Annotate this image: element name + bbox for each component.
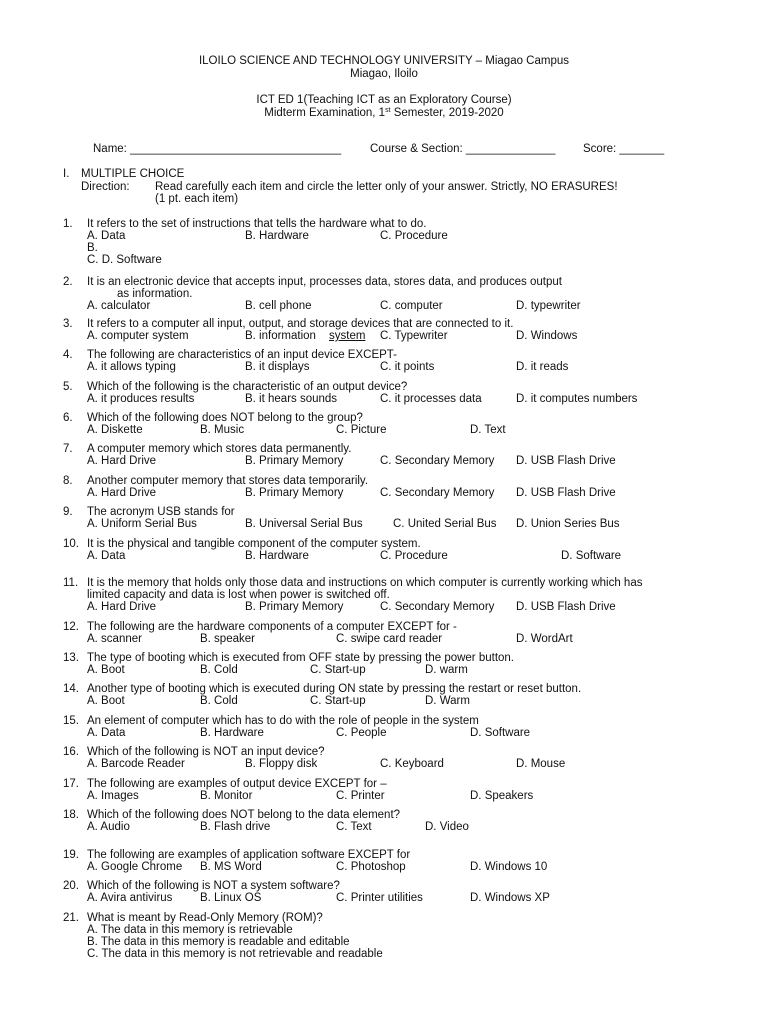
answer-option[interactable]: D. USB Flash Drive: [516, 601, 616, 613]
answer-option[interactable]: A. The data in this memory is retrievable: [87, 924, 293, 936]
answer-option[interactable]: A. it produces results: [87, 393, 195, 405]
answer-option[interactable]: C. swipe card reader: [336, 633, 443, 645]
question-text: The following are examples of output device EXCEPT for –: [87, 778, 387, 790]
answer-option: system: [329, 330, 366, 342]
question-text: What is meant by Read-Only Memory (ROM)?: [87, 912, 323, 924]
answer-option[interactable]: B. Primary Memory: [245, 455, 344, 467]
answer-option[interactable]: A. Avira antivirus: [87, 892, 173, 904]
question-number: 12.: [63, 621, 79, 633]
answer-option[interactable]: D. Windows: [516, 330, 578, 342]
answer-option[interactable]: D. Windows XP: [470, 892, 550, 904]
answer-option[interactable]: B. Flash drive: [200, 821, 271, 833]
answer-option[interactable]: A. Hard Drive: [87, 487, 157, 499]
question-number: 20.: [63, 880, 79, 892]
question-text: Another type of booting which is executed during ON state by pressing the restart or reset button.: [87, 683, 582, 695]
question-number: 11.: [63, 577, 79, 589]
answer-option[interactable]: A. calculator: [87, 300, 151, 312]
question-number: 14.: [63, 683, 79, 695]
answer-option[interactable]: C. computer: [380, 300, 443, 312]
question-number: 17.: [63, 778, 79, 790]
answer-option[interactable]: D. Warm: [425, 695, 470, 707]
answer-option[interactable]: A. computer system: [87, 330, 189, 342]
answer-option[interactable]: D. Speakers: [470, 790, 534, 802]
answer-option[interactable]: C. Picture: [336, 424, 387, 436]
answer-option[interactable]: A. Data: [87, 230, 126, 242]
question-number: 21.: [63, 912, 79, 924]
answer-option[interactable]: B.: [87, 242, 98, 254]
answer-option[interactable]: D. Text: [470, 424, 506, 436]
answer-option[interactable]: A. Boot: [87, 695, 125, 707]
answer-option[interactable]: B. Hardware: [200, 727, 264, 739]
answer-option[interactable]: B. Universal Serial Bus: [245, 518, 363, 530]
answer-option[interactable]: A. Barcode Reader: [87, 758, 185, 770]
section-title: MULTIPLE CHOICE: [81, 168, 185, 180]
question-number: 4.: [63, 349, 73, 361]
question-text: The following are the hardware components of a computer EXCEPT for -: [87, 621, 457, 633]
question-text: It is the memory that holds only those data and instructions on which computer is currently working which has: [87, 577, 643, 589]
answer-option[interactable]: B. information: [245, 330, 316, 342]
question-text: The type of booting which is executed from OFF state by pressing the power button.: [87, 652, 514, 664]
answer-option[interactable]: C. United Serial Bus: [393, 518, 497, 530]
answer-option[interactable]: C. Photoshop: [336, 861, 406, 873]
answer-option[interactable]: B. The data in this memory is readable and editable: [87, 936, 350, 948]
question-number: 18.: [63, 809, 79, 821]
exam-title-suffix: Semester, 2019-2020: [390, 107, 504, 119]
answer-option[interactable]: A. Diskette: [87, 424, 143, 436]
answer-option[interactable]: D. WordArt: [516, 633, 573, 645]
question-text-continued: limited capacity and data is lost when power is switched off.: [87, 589, 390, 601]
answer-option[interactable]: C. Text: [336, 821, 372, 833]
answer-option[interactable]: A. Boot: [87, 664, 125, 676]
answer-option[interactable]: C. Typewriter: [380, 330, 448, 342]
answer-option[interactable]: C. The data in this memory is not retrievable and readable: [87, 948, 383, 960]
answer-option[interactable]: D. Software: [470, 727, 531, 739]
question-text: A computer memory which stores data permanently.: [87, 443, 352, 455]
answer-option[interactable]: B. Hardware: [245, 230, 309, 242]
question-text: Which of the following is the characteristic of an output device?: [87, 381, 408, 393]
campus-location: Miagao, Iloilo: [350, 68, 418, 80]
score-field: Score: _______: [583, 143, 665, 155]
question-number: 6.: [63, 412, 73, 424]
answer-option[interactable]: D. Software: [561, 550, 622, 562]
question-number: 7.: [63, 443, 73, 455]
answer-option[interactable]: A. it allows typing: [87, 361, 176, 373]
question-text: An element of computer which has to do with the role of people in the system: [87, 715, 479, 727]
answer-option[interactable]: A. Hard Drive: [87, 601, 157, 613]
question-text-continued: as information.: [117, 288, 193, 300]
question-number: 2.: [63, 276, 73, 288]
answer-option[interactable]: A. Google Chrome: [87, 861, 183, 873]
university-name: ILOILO SCIENCE AND TECHNOLOGY UNIVERSITY – Miagao Campus: [198, 55, 570, 67]
answer-option[interactable]: D. it computes numbers: [516, 393, 638, 405]
points-note: (1 pt. each item): [155, 193, 239, 205]
answer-option[interactable]: B. Primary Memory: [245, 487, 344, 499]
question-text: It is the physical and tangible component of the computer system.: [87, 538, 421, 550]
answer-option[interactable]: B. Cold: [200, 695, 238, 707]
answer-option[interactable]: C. Secondary Memory: [380, 487, 495, 499]
question-number: 15.: [63, 715, 79, 727]
question-number: 9.: [63, 506, 73, 518]
answer-option[interactable]: A. Data: [87, 550, 126, 562]
answer-option[interactable]: C. Start-up: [310, 695, 366, 707]
answer-option[interactable]: C. it points: [380, 361, 435, 373]
answer-option[interactable]: B. Primary Memory: [245, 601, 344, 613]
answer-option[interactable]: C. People: [336, 727, 387, 739]
question-text: The following are examples of application software EXCEPT for: [87, 849, 411, 861]
answer-option[interactable]: C. Secondary Memory: [380, 601, 495, 613]
answer-option[interactable]: C. it processes data: [380, 393, 482, 405]
answer-option[interactable]: C. D. Software: [87, 254, 162, 266]
answer-option[interactable]: C. Start-up: [310, 664, 366, 676]
answer-option[interactable]: A. Hard Drive: [87, 455, 157, 467]
question-number: 5.: [63, 381, 73, 393]
question-text: Which of the following is NOT a system software?: [87, 880, 340, 892]
answer-option[interactable]: C. Printer: [336, 790, 385, 802]
exam-title-superscript: st: [385, 107, 391, 114]
course-title: ICT ED 1(Teaching ICT as an Exploratory Course): [256, 94, 512, 106]
answer-option[interactable]: D. Windows 10: [470, 861, 548, 873]
answer-option[interactable]: D. USB Flash Drive: [516, 487, 616, 499]
answer-option[interactable]: D. Mouse: [516, 758, 566, 770]
answer-option[interactable]: C. Procedure: [380, 550, 448, 562]
answer-option[interactable]: B. Monitor: [200, 790, 253, 802]
question-text: Which of the following does NOT belong to the group?: [87, 412, 363, 424]
question-text: Which of the following does NOT belong to the data element?: [87, 809, 401, 821]
question-number: 16.: [63, 746, 79, 758]
question-text: It is an electronic device that accepts input, processes data, stores data, and produces output: [87, 276, 562, 288]
answer-option[interactable]: D. USB Flash Drive: [516, 455, 616, 467]
question-text: It refers to the set of instructions that tells the hardware what to do.: [87, 218, 427, 230]
answer-option[interactable]: C. Secondary Memory: [380, 455, 495, 467]
question-text: The following are characteristics of an input device EXCEPT-: [87, 349, 398, 361]
question-number: 10.: [63, 538, 79, 550]
question-number: 19.: [63, 849, 79, 861]
answer-option[interactable]: D. Union Series Bus: [516, 518, 620, 530]
answer-option[interactable]: B. speaker: [200, 633, 255, 645]
answer-option[interactable]: A. Uniform Serial Bus: [87, 518, 197, 530]
answer-option[interactable]: C. Procedure: [380, 230, 448, 242]
question-number: 13.: [63, 652, 79, 664]
answer-option[interactable]: D. typewriter: [516, 300, 581, 312]
exam-title-prefix: Midterm Examination, 1: [264, 107, 386, 119]
answer-option[interactable]: B. cell phone: [245, 300, 312, 312]
answer-option[interactable]: B. Linux OS: [200, 892, 262, 904]
answer-option[interactable]: A. scanner: [87, 633, 142, 645]
answer-option[interactable]: B. Music: [200, 424, 245, 436]
question-text: Which of the following is NOT an input device?: [87, 746, 325, 758]
question-number: 1.: [63, 218, 73, 230]
answer-option[interactable]: A. Images: [87, 790, 139, 802]
name-field[interactable]: Name: _________________________________: [93, 143, 342, 155]
answer-option[interactable]: D. Video: [425, 821, 469, 833]
answer-option[interactable]: A. Audio: [87, 821, 130, 833]
question-text: The acronym USB stands for: [87, 506, 235, 518]
question-number: 8.: [63, 475, 73, 487]
answer-option[interactable]: B. it displays: [245, 361, 310, 373]
direction-text: Read carefully each item and circle the letter only of your answer. Strictly, NO ERASURES!: [155, 181, 618, 193]
answer-option[interactable]: B. MS Word: [200, 861, 262, 873]
exam-title: [0, 107, 768, 120]
section-roman: I.: [63, 168, 70, 180]
question-text: Another computer memory that stores data temporarily.: [87, 475, 369, 487]
question-text: It refers to a computer all input, output, and storage devices that are connected to it.: [87, 318, 514, 330]
answer-option[interactable]: A. Data: [87, 727, 126, 739]
answer-option[interactable]: C. Keyboard: [380, 758, 444, 770]
answer-option[interactable]: D. it reads: [516, 361, 569, 373]
answer-option[interactable]: B. Cold: [200, 664, 238, 676]
answer-option[interactable]: B. it hears sounds: [245, 393, 338, 405]
answer-option[interactable]: D. warm: [425, 664, 468, 676]
question-number: 3.: [63, 318, 73, 330]
direction-label: Direction:: [81, 181, 130, 193]
answer-option[interactable]: C. Printer utilities: [336, 892, 423, 904]
answer-option[interactable]: B. Hardware: [245, 550, 309, 562]
course-section-field[interactable]: Course & Section: ______________: [370, 143, 556, 155]
answer-option[interactable]: B. Floppy disk: [245, 758, 318, 770]
